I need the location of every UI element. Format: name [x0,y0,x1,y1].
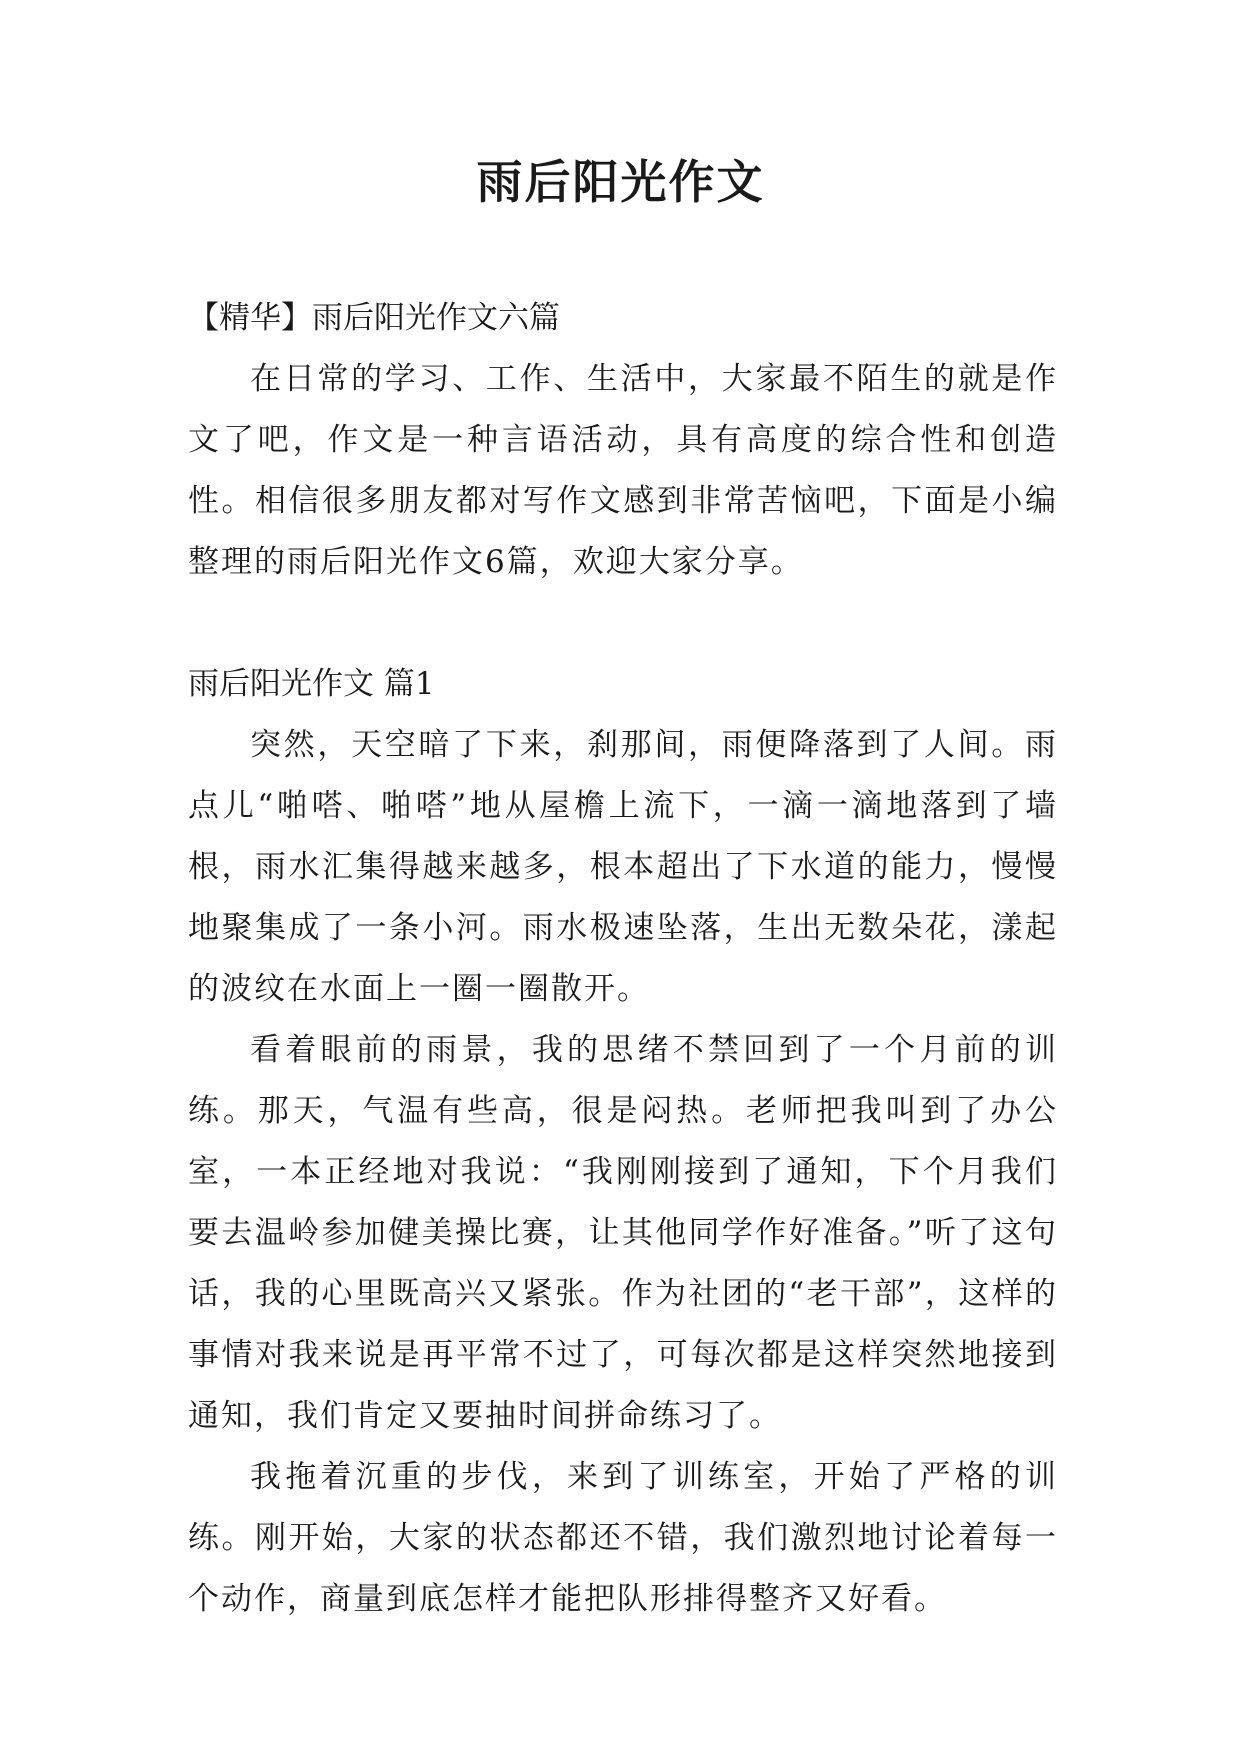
section-heading: 雨后阳光作文 篇1 [188,666,435,702]
body-paragraph: 突然，天空暗了下来，刹那间，雨便降落到了人间。雨点儿“啪嗒、啪嗒”地从屋檐上流下，一滴一滴地落到了墙根，雨水汇集得越来越多，根本超出了下水道的能力，慢慢地聚集成了一条小河。雨水极速坠落，生出无数朵花，漾起的波纹在水面上一圈一圈散开。 [188,727,1058,1007]
document-subtitle: 【精华】雨后阳光作文六篇 [188,300,560,336]
document-title: 雨后阳光作文 [476,155,765,209]
body-paragraph: 我拖着沉重的步伐，来到了训练室，开始了严格的训练。刚开始，大家的状态都还不错，我们激烈地讨论着每一个动作，商量到底怎样才能把队形排得整齐又好看。 [188,1459,1058,1617]
document-body [188,288,1058,1630]
intro-paragraph: 在日常的学习、工作、生活中，大家最不陌生的就是作文了吧，作文是一种言语活动，具有高度的综合性和创造性。相信很多朋友都对写作文感到非常苦恼吧，下面是小编整理的雨后阳光作文6篇，欢迎大家分享。 [188,361,1058,580]
body-paragraph: 看着眼前的雨景，我的思绪不禁回到了一个月前的训练。那天，气温有些高，很是闷热。老师把我叫到了办公室，一本正经地对我说：“我刚刚接到了通知，下个月我们要去温岭参加健美操比赛，让其他同学作好准备。”听了这句话，我的心里既高兴又紧张。作为社团的“老干部”，这样的事情对我来说是再平常不过了，可每次都是这样突然地接到通知，我们肯定又要抽时间拼命练习了。 [188,1032,1058,1434]
